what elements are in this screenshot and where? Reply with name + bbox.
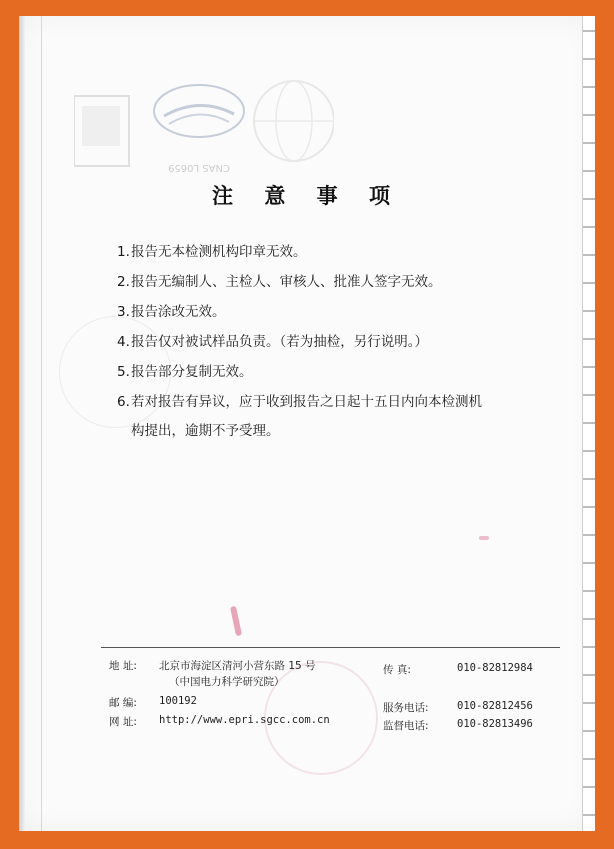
- accreditation-code: CNAS L0659: [168, 162, 230, 173]
- notice-text: 报告涂改无效。: [131, 304, 226, 320]
- notice-number: 3.: [117, 304, 130, 320]
- page-title: 注 意 事 项: [212, 184, 402, 208]
- address-value: 北京市海淀区清河小营东路 15 号: [159, 660, 316, 672]
- notice-text: 报告无本检测机构印章无效。: [131, 244, 307, 260]
- footer-divider: [101, 647, 560, 648]
- notice-text: 报告无编制人、主检人、审核人、批准人签字无效。: [131, 274, 442, 290]
- notice-text: 若对报告有异议，应于收到报告之日起十五日内向本检测机: [131, 394, 482, 410]
- notice-item: [117, 272, 577, 292]
- notice-item: [117, 392, 577, 412]
- address-org: （中国电力科学研究院）: [169, 676, 285, 688]
- ink-mark: [230, 606, 242, 637]
- notice-list: [117, 242, 577, 457]
- fax-label: 传 真:: [383, 664, 411, 676]
- supervision-phone-label: 监督电话:: [383, 720, 429, 732]
- notice-item: [117, 362, 577, 382]
- notice-item: [117, 302, 577, 322]
- document-page: [19, 16, 595, 831]
- fax-value: 010-82812984: [457, 662, 533, 674]
- notice-item: [117, 242, 577, 262]
- postcode-label: 邮 编:: [109, 697, 137, 709]
- left-logo-icon: [74, 96, 129, 166]
- page-margin-line: [41, 16, 42, 831]
- notice-text: 报告部分复制无效。: [131, 364, 253, 380]
- cnas-logo-icon: [154, 85, 244, 173]
- page-edge-shadow: [19, 16, 25, 831]
- accreditation-logos: [74, 76, 334, 186]
- address-label: 地 址:: [109, 660, 137, 672]
- supervision-phone-value: 010-82813496: [457, 718, 533, 730]
- notice-number: 1.: [117, 244, 130, 260]
- notice-item: [117, 332, 577, 352]
- spiral-binding: [582, 16, 595, 831]
- notice-text: 报告仅对被试样品负责。（若为抽检，另行说明。）: [131, 334, 428, 350]
- notice-text: 构提出，逾期不予受理。: [131, 423, 280, 439]
- notice-number: 2.: [117, 274, 130, 290]
- notice-item-continuation: [117, 416, 577, 447]
- ink-mark-small: [479, 536, 489, 540]
- website-label: 网 址:: [109, 716, 137, 728]
- notice-number: 6.: [117, 394, 130, 410]
- notice-number: 5.: [117, 364, 130, 380]
- website-link[interactable]: http://www.epri.sgcc.com.cn: [159, 714, 330, 726]
- ilac-globe-icon: [254, 81, 334, 161]
- service-phone-value: 010-82812456: [457, 700, 533, 712]
- service-phone-label: 服务电话:: [383, 702, 429, 714]
- postcode-value: 100192: [159, 695, 197, 707]
- notice-number: 4.: [117, 334, 130, 350]
